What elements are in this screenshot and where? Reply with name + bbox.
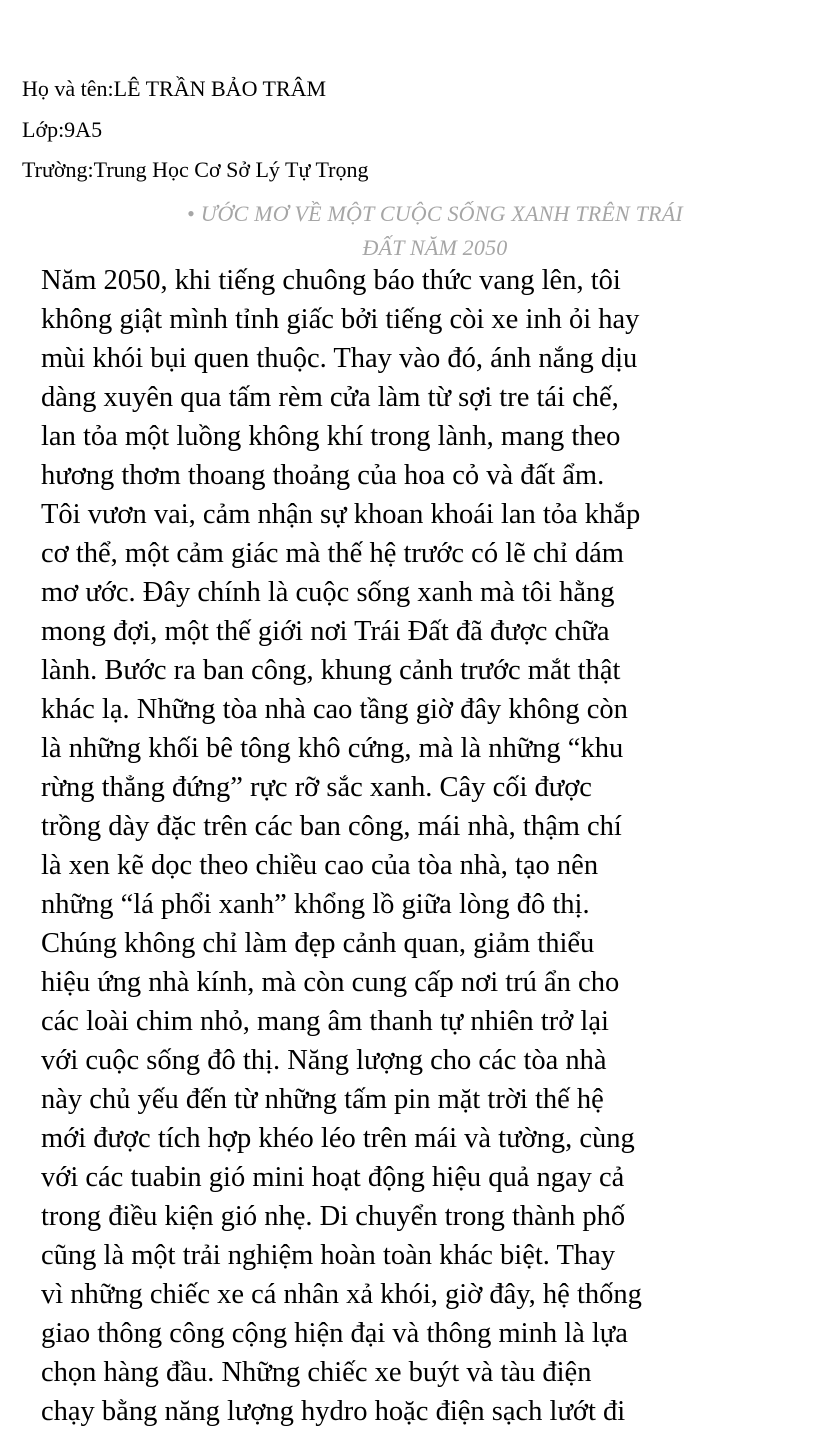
body-text-line: mơ ước. Đây chính là cuộc sống xanh mà tôi hằng — [41, 577, 615, 608]
body-text-line: Năm 2050, khi tiếng chuông báo thức vang lên, tôi — [41, 265, 621, 296]
student-school-line: Trường:Trung Học Cơ Sở Lý Tự Trọng — [22, 157, 369, 182]
body-text-line: mùi khói bụi quen thuộc. Thay vào đó, ánh nắng dịu — [41, 343, 638, 374]
body-text-line: hương thơm thoang thoảng của hoa cỏ và đất ẩm. — [41, 460, 605, 491]
student-class-line: Lớp:9A5 — [22, 117, 103, 142]
body-text-line: Chúng không chỉ làm đẹp cảnh quan, giảm thiểu — [41, 928, 595, 959]
body-text-line: cơ thể, một cảm giác mà thế hệ trước có lẽ chỉ dám — [41, 538, 624, 569]
body-text-line: rừng thẳng đứng” rực rỡ sắc xanh. Cây cối được — [41, 772, 592, 803]
student-name-line: Họ và tên:LÊ TRẦN BẢO TRÂM — [22, 76, 327, 101]
body-text-line: trong điều kiện gió nhẹ. Di chuyển trong thành phố — [41, 1201, 626, 1232]
body-text-line: với các tuabin gió mini hoạt động hiệu quả ngay cả — [41, 1162, 625, 1193]
body-text-line: với cuộc sống đô thị. Năng lượng cho các tòa nhà — [41, 1045, 607, 1076]
essay-title-line-1 — [130, 197, 740, 231]
body-text-line: các loài chim nhỏ, mang âm thanh tự nhiên trở lại — [41, 1006, 609, 1037]
essay-title-line-2: ĐẤT NĂM 2050 — [362, 235, 508, 260]
body-text-line: là những khối bê tông khô cứng, mà là những “khu — [41, 733, 624, 764]
essay-body — [41, 261, 786, 1431]
body-text-line: Tôi vươn vai, cảm nhận sự khoan khoái lan tỏa khắp — [41, 499, 641, 530]
title-bullet: • — [187, 201, 196, 226]
body-text-line: những “lá phổi xanh” khổng lồ giữa lòng đô thị. — [41, 889, 590, 920]
essay-title-text-1: ƯỚC MƠ VỀ MỘT CUỘC SỐNG XANH TRÊN TRÁI — [200, 201, 683, 226]
body-text-line: chọn hàng đầu. Những chiếc xe buýt và tàu điện — [41, 1357, 592, 1388]
body-text-line: chạy bằng năng lượng hydro hoặc điện sạch lướt đi — [41, 1396, 626, 1427]
essay-title — [130, 197, 740, 265]
body-text-line: giao thông công cộng hiện đại và thông minh là lựa — [41, 1318, 628, 1349]
body-text-line: mới được tích hợp khéo léo trên mái và tường, cùng — [41, 1123, 635, 1154]
body-text-line: vì những chiếc xe cá nhân xả khói, giờ đây, hệ thống — [41, 1279, 642, 1310]
body-text-line: trồng dày đặc trên các ban công, mái nhà, thậm chí — [41, 811, 622, 842]
body-text-line: là xen kẽ dọc theo chiều cao của tòa nhà, tạo nên — [41, 850, 599, 881]
body-text-line: khác lạ. Những tòa nhà cao tầng giờ đây không còn — [41, 694, 628, 725]
body-text-line: không giật mình tỉnh giấc bởi tiếng còi xe inh ỏi hay — [41, 304, 640, 335]
body-text-line: mong đợi, một thế giới nơi Trái Đất đã được chữa — [41, 616, 610, 647]
body-text-line: này chủ yếu đến từ những tấm pin mặt trời thế hệ — [41, 1084, 604, 1115]
body-text-line: cũng là một trải nghiệm hoàn toàn khác biệt. Thay — [41, 1240, 616, 1271]
body-text-line: lan tỏa một luồng không khí trong lành, mang theo — [41, 421, 621, 452]
body-text-line: dàng xuyên qua tấm rèm cửa làm từ sợi tre tái chế, — [41, 382, 619, 413]
body-text-line: hiệu ứng nhà kính, mà còn cung cấp nơi trú ẩn cho — [41, 967, 620, 998]
body-text-line: lành. Bước ra ban công, khung cảnh trước mắt thật — [41, 655, 621, 686]
